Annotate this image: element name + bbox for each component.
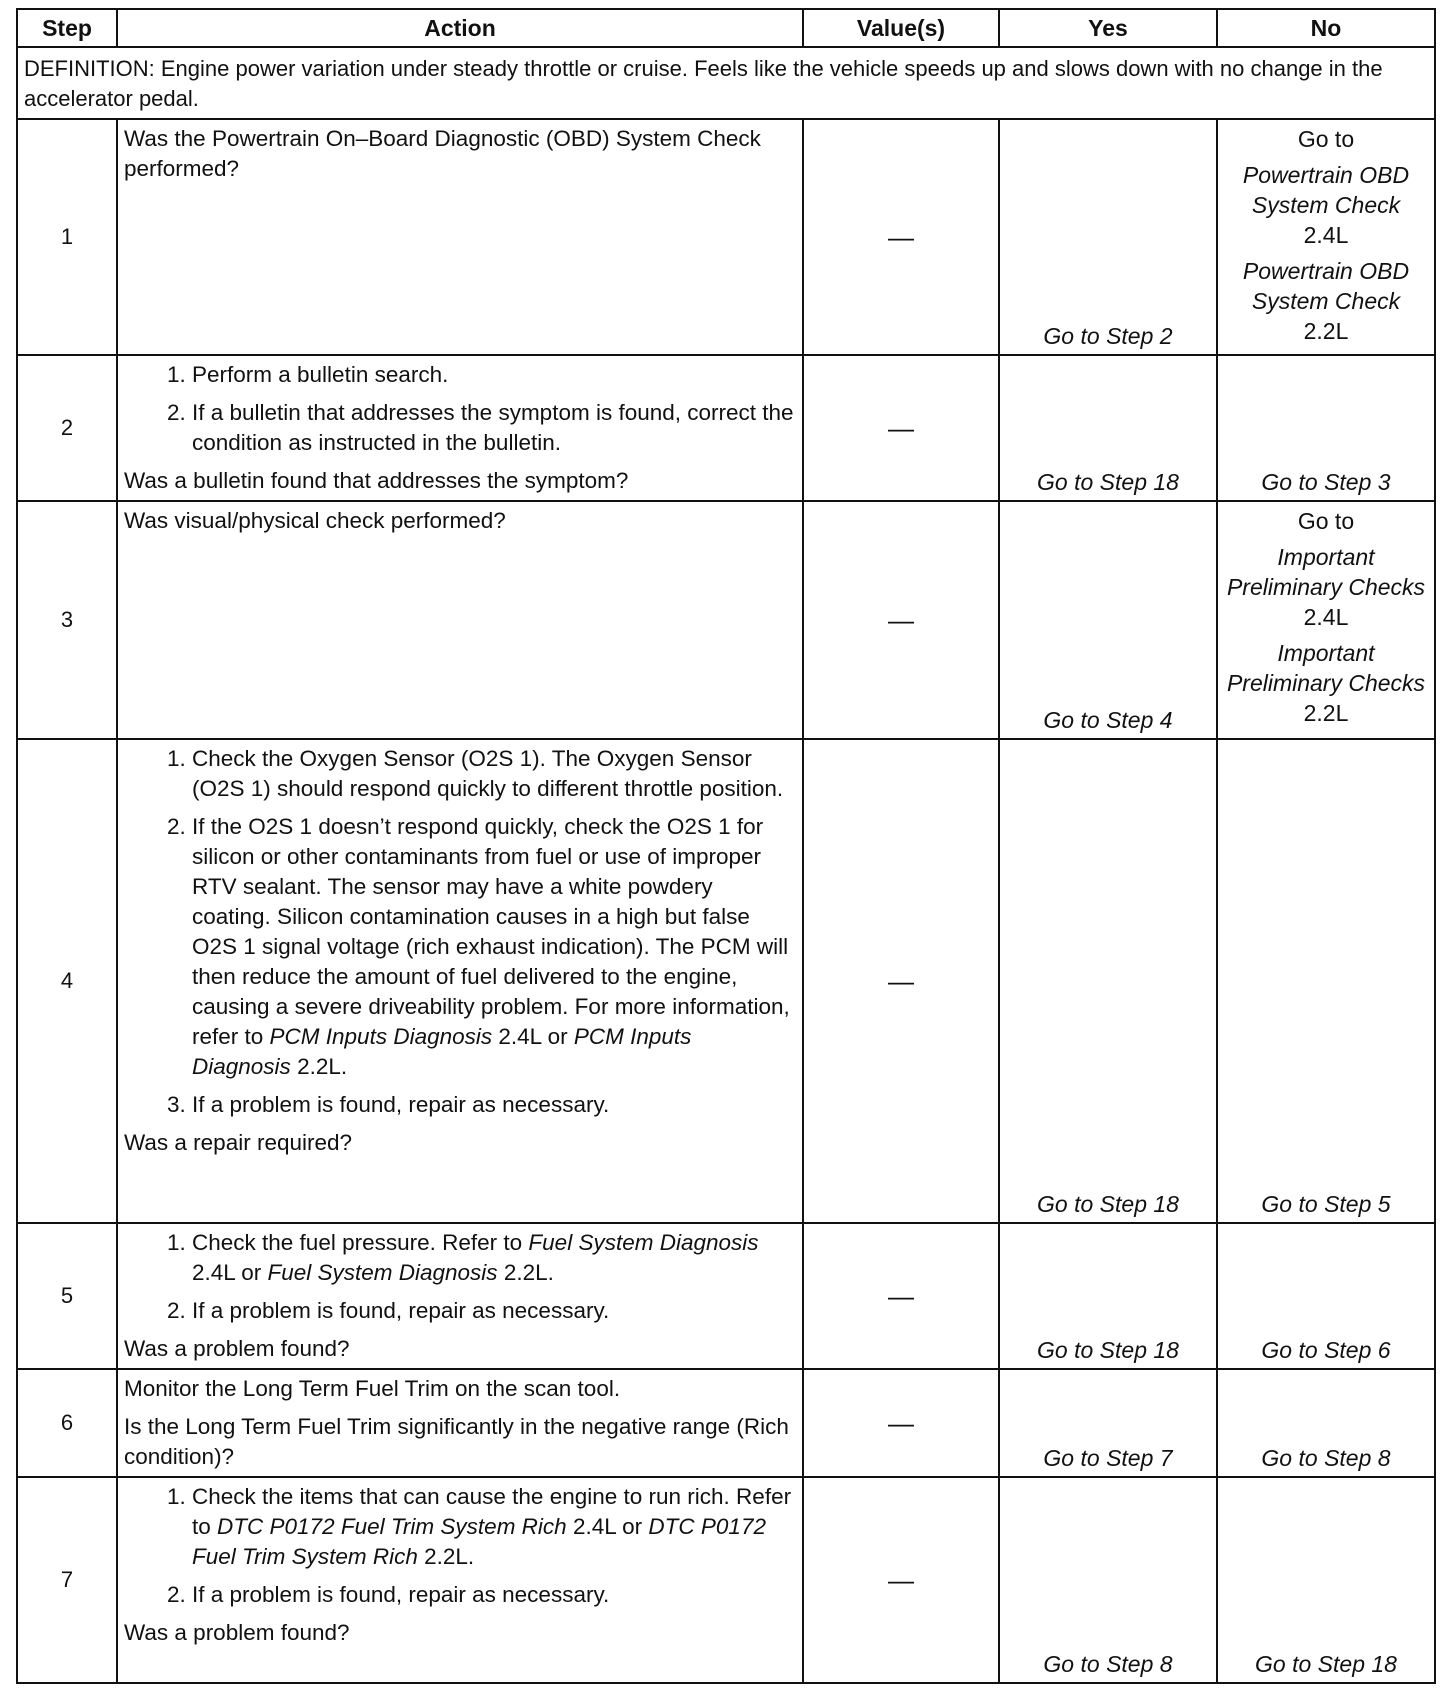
- no-link[interactable]: Go to Step 5: [1217, 739, 1435, 1223]
- no-link[interactable]: Go to Step 18: [1217, 1477, 1435, 1683]
- action-question: Was a repair required?: [124, 1130, 353, 1155]
- no-ref-link[interactable]: Important Preliminary Checks 2.2L: [1226, 640, 1426, 726]
- table-row: [17, 355, 1435, 501]
- step-number: 4: [17, 739, 117, 1223]
- action-item: 3. If a problem is found, repair as necessary.: [192, 1090, 796, 1120]
- action-item: 2. If a problem is found, repair as necessary.: [192, 1296, 796, 1326]
- definition-text: DEFINITION: Engine power variation under steady throttle or cruise. Feels like the vehicle speeds up and slows down with no change in the accelerator pedal.: [17, 47, 1435, 119]
- definition-row: [17, 47, 1435, 119]
- action-item: 2. If a bulletin that addresses the symptom is found, correct the condition as instructed in the bulletin.: [192, 398, 796, 458]
- step-number: 7: [17, 1477, 117, 1683]
- action-cell: [117, 1223, 803, 1369]
- action-item: 1. Check the Oxygen Sensor (O2S 1). The Oxygen Sensor (O2S 1) should respond quickly to different throttle position.: [192, 744, 796, 804]
- action-question: Was the Powertrain On–Board Diagnostic (OBD) System Check performed?: [124, 126, 761, 181]
- no-link[interactable]: Go to Step 8: [1217, 1369, 1435, 1477]
- yes-link[interactable]: Go to Step 7: [999, 1369, 1217, 1477]
- step-number: 1: [17, 119, 117, 355]
- table-row: [17, 501, 1435, 739]
- step-number: 3: [17, 501, 117, 739]
- value-cell: —: [803, 501, 999, 739]
- no-ref-link[interactable]: Important Preliminary Checks 2.4L: [1226, 544, 1426, 630]
- action-paragraph: Monitor the Long Term Fuel Trim on the scan tool.: [124, 1376, 621, 1401]
- no-goto: Go to: [1297, 126, 1355, 152]
- value-cell: —: [803, 1223, 999, 1369]
- action-cell: [117, 119, 803, 355]
- action-item: 1. Check the items that can cause the engine to run rich. Refer to DTC P0172 Fuel Trim System Rich 2.4L or DTC P0172 Fuel Trim System Rich 2.2L.: [192, 1482, 796, 1572]
- yes-link[interactable]: Go to Step 2: [999, 119, 1217, 355]
- ref-link[interactable]: PCM Inputs Diagnosis: [269, 1024, 493, 1049]
- yes-link[interactable]: Go to Step 8: [999, 1477, 1217, 1683]
- action-question: Is the Long Term Fuel Trim significantly in the negative range (Rich condition)?: [124, 1414, 789, 1469]
- table-row: [17, 1477, 1435, 1683]
- ref-link[interactable]: DTC P0172 Fuel Trim System Rich: [217, 1514, 567, 1539]
- ref-link[interactable]: DTC P0172 Fuel Trim System Rich: [192, 1514, 766, 1569]
- table-row: [17, 119, 1435, 355]
- value-cell: —: [803, 355, 999, 501]
- action-cell: [117, 739, 803, 1223]
- yes-link[interactable]: Go to Step 18: [999, 1223, 1217, 1369]
- ref-link[interactable]: PCM Inputs Diagnosis: [192, 1024, 692, 1079]
- header-action: Action: [117, 9, 803, 47]
- yes-link[interactable]: Go to Step 18: [999, 355, 1217, 501]
- diagnostic-table: [16, 8, 1436, 1684]
- table-row: [17, 1369, 1435, 1477]
- header-yes: Yes: [999, 9, 1217, 47]
- no-cell: [1217, 501, 1435, 739]
- yes-link[interactable]: Go to Step 18: [999, 739, 1217, 1223]
- header-no: No: [1217, 9, 1435, 47]
- action-cell: [117, 501, 803, 739]
- value-cell: —: [803, 119, 999, 355]
- header-values: Value(s): [803, 9, 999, 47]
- action-item: 1. Perform a bulletin search.: [192, 360, 796, 390]
- action-item: 2. If the O2S 1 doesn’t respond quickly, check the O2S 1 for silicon or other contaminants from fuel or use of improper RTV sealant. The sensor may have a white powdery coating. Silicon contamination causes in a high but false O2S 1 signal voltage (rich exhaust indication). The PCM will then reduce the amount of fuel delivered to the engine, causing a severe driveability problem. For more information, refer to PCM Inputs Diagnosis 2.4L or PCM Inputs Diagnosis 2.2L.: [192, 812, 796, 1082]
- no-ref-link[interactable]: Powertrain OBD System Check 2.2L: [1242, 258, 1410, 344]
- action-item: 2. If a problem is found, repair as necessary.: [192, 1580, 796, 1610]
- action-cell: [117, 355, 803, 501]
- no-cell: [1217, 119, 1435, 355]
- table-row: [17, 1223, 1435, 1369]
- action-cell: [117, 1369, 803, 1477]
- header-row: [17, 9, 1435, 47]
- value-cell: —: [803, 1369, 999, 1477]
- action-question: Was a bulletin found that addresses the symptom?: [124, 468, 629, 493]
- action-item: 1. Check the fuel pressure. Refer to Fuel System Diagnosis 2.4L or Fuel System Diagnosis 2.2L.: [192, 1228, 796, 1288]
- header-step: Step: [17, 9, 117, 47]
- ref-link[interactable]: Fuel System Diagnosis: [528, 1230, 759, 1255]
- step-number: 6: [17, 1369, 117, 1477]
- step-number: 2: [17, 355, 117, 501]
- value-cell: —: [803, 1477, 999, 1683]
- no-ref-link[interactable]: Powertrain OBD System Check 2.4L: [1242, 162, 1410, 248]
- ref-link[interactable]: Fuel System Diagnosis: [267, 1260, 498, 1285]
- action-cell: [117, 1477, 803, 1683]
- yes-link[interactable]: Go to Step 4: [999, 501, 1217, 739]
- step-number: 5: [17, 1223, 117, 1369]
- no-goto: Go to: [1297, 508, 1355, 534]
- no-link[interactable]: Go to Step 6: [1217, 1223, 1435, 1369]
- action-question: Was visual/physical check performed?: [124, 508, 506, 533]
- table-row: [17, 739, 1435, 1223]
- no-link[interactable]: Go to Step 3: [1217, 355, 1435, 501]
- action-question: Was a problem found?: [124, 1620, 350, 1645]
- value-cell: —: [803, 739, 999, 1223]
- action-question: Was a problem found?: [124, 1336, 350, 1361]
